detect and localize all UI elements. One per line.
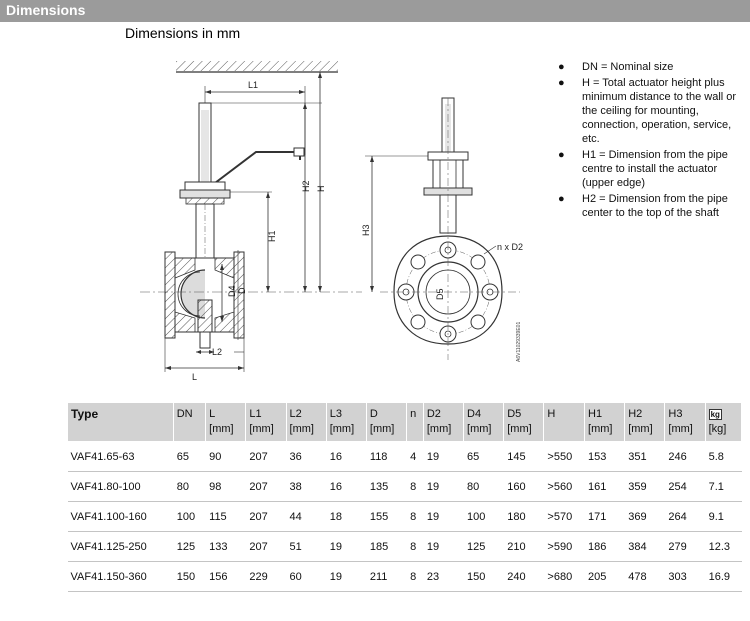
label-nxd2: n x D2 bbox=[497, 242, 524, 252]
cell-l2: 36 bbox=[286, 442, 326, 472]
cell-h1: 161 bbox=[585, 472, 625, 502]
label-h1: H1 bbox=[267, 230, 277, 242]
column-header-l3 bbox=[326, 403, 366, 442]
drawing-code: A6V11029339E01 bbox=[516, 321, 522, 362]
cell-h3: 264 bbox=[665, 502, 705, 532]
column-header-type bbox=[68, 403, 174, 442]
cell-l3: 19 bbox=[326, 532, 366, 562]
cell-h: >570 bbox=[544, 502, 585, 532]
cell-type: VAF41.65-63 bbox=[68, 442, 174, 472]
cell-h2: 369 bbox=[625, 502, 665, 532]
cell-h2: 351 bbox=[625, 442, 665, 472]
cell-d2: 19 bbox=[423, 502, 463, 532]
cell-d: 155 bbox=[366, 502, 406, 532]
column-unit bbox=[547, 422, 581, 437]
cell-l2: 60 bbox=[286, 562, 326, 592]
legend-item: ● H = Total actuator height plus minimum distance to the wall or the ceiling for mounting, connection, operation, service, etc. bbox=[558, 77, 737, 145]
cell-d5: 240 bbox=[504, 562, 544, 592]
column-unit: [mm] bbox=[467, 423, 492, 435]
column-name: DN bbox=[176, 408, 193, 420]
column-name: L2 bbox=[289, 408, 302, 420]
bullet-icon: ● bbox=[558, 77, 565, 89]
cell-d5: 145 bbox=[504, 442, 544, 472]
table-row bbox=[68, 442, 742, 472]
column-name: L bbox=[209, 408, 216, 420]
cell-d2: 19 bbox=[423, 472, 463, 502]
label-d5: D5 bbox=[435, 288, 445, 300]
column-name: D bbox=[369, 408, 378, 420]
cell-h2: 478 bbox=[625, 562, 665, 592]
cell-l3: 19 bbox=[326, 562, 366, 592]
section-title: Dimensions bbox=[6, 2, 86, 18]
cell-l: 115 bbox=[206, 502, 246, 532]
column-header-d4 bbox=[464, 403, 504, 442]
column-name: n bbox=[410, 408, 417, 420]
bullet-icon: ● bbox=[558, 149, 565, 161]
column-header-h2 bbox=[625, 403, 665, 442]
label-h2: H2 bbox=[301, 180, 311, 192]
cell-type: VAF41.80-100 bbox=[68, 472, 174, 502]
cell-h: >550 bbox=[544, 442, 585, 472]
cell-l1: 207 bbox=[246, 532, 286, 562]
cell-l1: 207 bbox=[246, 442, 286, 472]
column-unit bbox=[410, 422, 420, 437]
column-name: D2 bbox=[426, 408, 441, 420]
label-l1: L1 bbox=[248, 80, 259, 90]
cell-h3: 303 bbox=[665, 562, 705, 592]
label-l2: L2 bbox=[212, 347, 223, 357]
cell-h1: 171 bbox=[585, 502, 625, 532]
valve-side-view bbox=[140, 103, 362, 348]
dimensions-table bbox=[67, 402, 742, 592]
cell-type: VAF41.125-250 bbox=[68, 532, 174, 562]
column-name: L1 bbox=[249, 408, 262, 420]
table-header-row bbox=[68, 403, 742, 442]
legend-item: ● H1 = Dimension from the pipe centre to install the actuator (upper edge) bbox=[558, 149, 728, 189]
legend bbox=[558, 60, 748, 222]
cell-l: 133 bbox=[206, 532, 246, 562]
cell-dn: 65 bbox=[173, 442, 205, 472]
cell-l2: 38 bbox=[286, 472, 326, 502]
cell-l: 156 bbox=[206, 562, 246, 592]
cell-d: 135 bbox=[366, 472, 406, 502]
legend-item: ● DN = Nominal size bbox=[558, 61, 674, 73]
weight-icon: kg bbox=[710, 410, 720, 419]
cell-d5: 210 bbox=[504, 532, 544, 562]
column-header-n bbox=[407, 403, 424, 442]
dimension-l1 bbox=[205, 80, 305, 155]
cell-dn: 100 bbox=[173, 502, 205, 532]
cell-n: 8 bbox=[407, 562, 424, 592]
cell-d4: 125 bbox=[464, 532, 504, 562]
subtitle: Dimensions in mm bbox=[125, 25, 241, 41]
cell-l1: 207 bbox=[246, 472, 286, 502]
table-row bbox=[68, 532, 742, 562]
column-unit bbox=[177, 422, 202, 437]
cell-n: 8 bbox=[407, 472, 424, 502]
column-name: D4 bbox=[467, 408, 482, 420]
column-header-dn bbox=[173, 403, 205, 442]
column-unit: [mm] bbox=[588, 423, 613, 435]
cell-d4: 150 bbox=[464, 562, 504, 592]
column-name: H bbox=[547, 408, 556, 420]
column-unit: [mm] bbox=[426, 423, 452, 435]
cell-l3: 16 bbox=[326, 442, 366, 472]
cell-kg: 9.1 bbox=[705, 502, 741, 532]
cell-l1: 207 bbox=[246, 502, 286, 532]
bullet-icon: ● bbox=[558, 193, 565, 205]
cell-dn: 125 bbox=[173, 532, 205, 562]
column-unit: [mm] bbox=[507, 423, 532, 435]
cell-dn: 80 bbox=[173, 472, 205, 502]
column-unit: [mm] bbox=[668, 423, 693, 435]
column-unit: [mm] bbox=[289, 423, 314, 435]
table-row bbox=[68, 562, 742, 592]
cell-kg: 5.8 bbox=[705, 442, 741, 472]
column-header-h1 bbox=[585, 403, 625, 442]
column-name: D5 bbox=[507, 408, 522, 420]
cell-h2: 384 bbox=[625, 532, 665, 562]
cell-h1: 186 bbox=[585, 532, 625, 562]
cell-d5: 180 bbox=[504, 502, 544, 532]
label-h3: H3 bbox=[361, 224, 371, 236]
cell-h3: 254 bbox=[665, 472, 705, 502]
cell-d: 185 bbox=[366, 532, 406, 562]
column-header-l1 bbox=[246, 403, 286, 442]
column-unit: [mm] bbox=[369, 423, 395, 435]
cell-type: VAF41.100-160 bbox=[68, 502, 174, 532]
cell-h: >560 bbox=[544, 472, 585, 502]
column-header-kg bbox=[705, 403, 741, 442]
cell-d2: 19 bbox=[423, 442, 463, 472]
column-header-l2 bbox=[286, 403, 326, 442]
cell-l2: 44 bbox=[286, 502, 326, 532]
cell-dn: 150 bbox=[173, 562, 205, 592]
table-body bbox=[68, 442, 742, 592]
column-name: L3 bbox=[329, 408, 342, 420]
cell-d4: 100 bbox=[464, 502, 504, 532]
cell-h1: 205 bbox=[585, 562, 625, 592]
cell-d2: 19 bbox=[423, 532, 463, 562]
label-d: D bbox=[237, 287, 247, 294]
column-name: H3 bbox=[668, 408, 683, 420]
column-header-l bbox=[206, 403, 246, 442]
cell-h2: 359 bbox=[625, 472, 665, 502]
cell-kg: 12.3 bbox=[705, 532, 741, 562]
cell-kg: 16.9 bbox=[705, 562, 741, 592]
ceiling-hatch bbox=[176, 61, 338, 72]
cell-h3: 279 bbox=[665, 532, 705, 562]
bullet-icon: ● bbox=[558, 61, 565, 73]
cell-l3: 18 bbox=[326, 502, 366, 532]
column-header-d bbox=[366, 403, 406, 442]
cell-d: 211 bbox=[366, 562, 406, 592]
cell-d: 118 bbox=[366, 442, 406, 472]
valve-front-view bbox=[361, 98, 523, 362]
column-header-h3 bbox=[665, 403, 705, 442]
label-l: L bbox=[192, 372, 198, 382]
cell-l2: 51 bbox=[286, 532, 326, 562]
column-name: Type bbox=[71, 407, 99, 421]
column-header-h bbox=[544, 403, 585, 442]
table-row bbox=[68, 502, 742, 532]
cell-n: 4 bbox=[407, 442, 424, 472]
column-unit bbox=[71, 422, 170, 437]
column-header-d5 bbox=[504, 403, 544, 442]
label-d4: D4 bbox=[227, 285, 237, 297]
cell-n: 8 bbox=[407, 532, 424, 562]
column-header-d2 bbox=[423, 403, 463, 442]
cell-l3: 16 bbox=[326, 472, 366, 502]
label-h: H bbox=[316, 185, 326, 192]
cell-d4: 80 bbox=[464, 472, 504, 502]
cell-n: 8 bbox=[407, 502, 424, 532]
cell-type: VAF41.150-360 bbox=[68, 562, 174, 592]
cell-h: >680 bbox=[544, 562, 585, 592]
cell-d2: 23 bbox=[423, 562, 463, 592]
cell-kg: 7.1 bbox=[705, 472, 741, 502]
column-unit: [mm] bbox=[209, 423, 234, 435]
column-unit: [mm] bbox=[628, 423, 653, 435]
cell-d4: 65 bbox=[464, 442, 504, 472]
legend-item: ● H2 = Dimension from the pipe center to the top of the shaft bbox=[558, 193, 728, 219]
cell-l: 90 bbox=[206, 442, 246, 472]
cell-h1: 153 bbox=[585, 442, 625, 472]
column-unit: [mm] bbox=[329, 423, 355, 435]
cell-h: >590 bbox=[544, 532, 585, 562]
cell-d5: 160 bbox=[504, 472, 544, 502]
cell-l1: 229 bbox=[246, 562, 286, 592]
column-unit: [kg] bbox=[708, 423, 727, 435]
table-row bbox=[68, 472, 742, 502]
column-name: H1 bbox=[588, 408, 603, 420]
column-name: H2 bbox=[628, 408, 643, 420]
cell-h3: 246 bbox=[665, 442, 705, 472]
cell-l: 98 bbox=[206, 472, 246, 502]
column-unit: [mm] bbox=[249, 423, 274, 435]
